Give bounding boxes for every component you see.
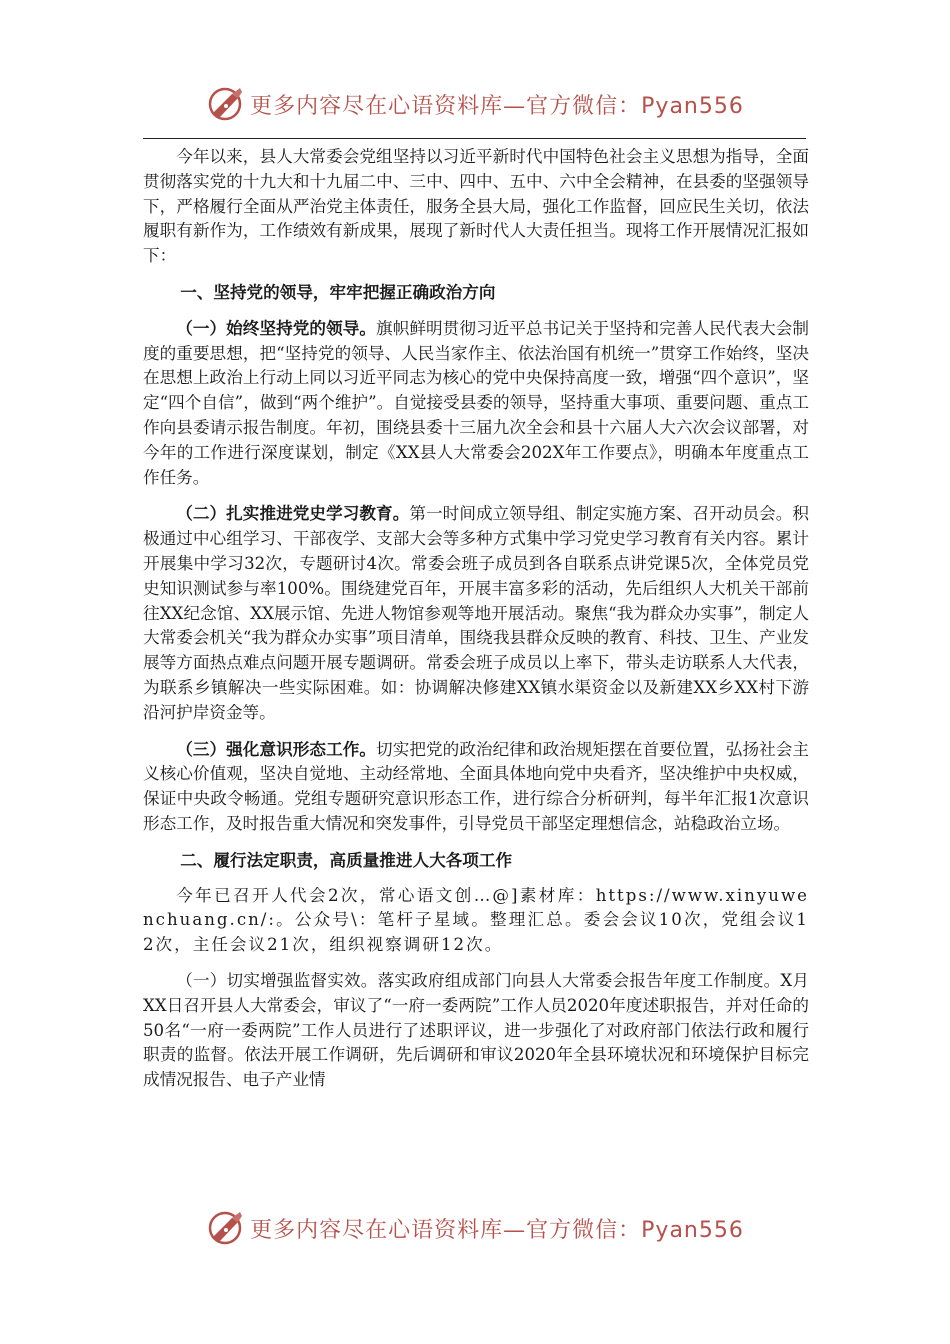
header-divider (143, 138, 806, 139)
header-watermark (0, 82, 950, 126)
subsection-paragraph-1-3: （三）强化意识形态工作。切实把党的政治纪律和政治规矩摆在首要位置，弘扬社会主义核心价值观，坚决自觉地、主动经常地、全面具体地向党中央看齐，坚决维护中央权威，保证中央政令畅通。党组专题研究意识形态工作，进行综合分析研判，每半年汇报1次意识形态工作，及时报告重大情况和突发事件，引导党员干部坚定理想信念，站稳政治立场。 (143, 738, 810, 833)
watermark-text: 更多内容尽在心语资料库—官方微信：Pyan556 (250, 1217, 744, 1243)
subsection-paragraph-1-1: （一）始终坚持党的领导。旗帜鲜明贯彻习近平总书记关于坚持和完善人民代表大会制度的重要思想，把“坚持党的领导、人民当家作主、依法治国有机统一”贯穿工作始终，坚决在思想上政治上行动上同以习近平同志为核心的党中央保持高度一致，增强“四个意识”，坚定“四个自信”，做到“两个维护”。自觉接受县委的领导，坚持重大事项、重要问题、重点工作向县委请示报告制度。年初，围绕县委十三届九次全会和县十六届人大六次会议部署，对今年的工作进行深度谋划，制定《XX县人大常委会202X年工作要点》，明确本年度重点工作任务。 (143, 317, 810, 487)
footer-watermark (0, 1206, 950, 1250)
meeting-summary-paragraph: 今年已召开人代会2次，常心语文创…@]素材库：https://www.xinyuwenchuang.cn/:。公众号\：笔杆子星域。整理汇总。委会会议10次，党组会议12次，主任会议21次，组织视察调研12次。 (143, 885, 809, 955)
watermark-text: 更多内容尽在心语资料库—官方微信：Pyan556 (250, 93, 744, 119)
section-heading-2: 二、履行法定职责，高质量推进人大各项工作 (180, 849, 513, 870)
subsection-paragraph-1-2: （二）扎实推进党史学习教育。第一时间成立领导组、制定实施方案、召开动员会。积极通过中心组学习、干部夜学、支部大会等多种方式集中学习党史学习教育有关内容。累计开展集中学习32次，专题研讨4次。常委会班子成员到各自联系点讲党课5次，全体党员党史知识测试参与率100%。围绕建党百年，开展丰富多彩的活动，先后组织人大机关干部前往XX纪念馆、XX展示馆、先进人物馆参观等地开展活动。聚焦“我为群众办实事”，制定人大常委会机关“我为群众办实事”项目清单，围绕我县群众反映的教育、科技、卫生、产业发展等方面热点难点问题开展专题调研。常委会班子成员以上率下，带头走访联系人大代表，为联系乡镇解决一些实际困难。如：协调解决修建XX镇水渠资金以及新建XX乡XX村下游沿河护岸资金等。 (143, 503, 810, 722)
pen-nib-logo-icon (206, 84, 246, 124)
subsection-paragraph-2-1: （一）切实增强监督实效。落实政府组成部门向县人大常委会报告年度工作制度。X月XX日召开县人大常委会，审议了“一府一委两院”工作人员2020年度述职报告，并对任命的50名“一府一委两院”工作人员进行了述职评议，进一步强化了对政府部门依法行政和履行职责的监督。依法开展工作调研，先后调研和审议2020年全县环境状况和环境保护目标完成情况报告、电子产业情 (143, 970, 809, 1090)
intro-paragraph: 今年以来，县人大常委会党组坚持以习近平新时代中国特色社会主义思想为指导，全面贯彻落实党的十九大和十九届二中、三中、四中、五中、六中全会精神，在县委的坚强领导下，严格履行全面从严治党主体责任，服务全县大局，强化工作监督，回应民生关切，依法履职有新作为，工作绩效有新成果，展现了新时代人大责任担当。现将工作开展情况汇报如下： (143, 147, 809, 266)
document-body (143, 145, 809, 1104)
section-heading-1: 一、坚持党的领导，牢牢把握正确政治方向 (180, 281, 496, 302)
pen-nib-logo-icon (206, 1208, 246, 1248)
